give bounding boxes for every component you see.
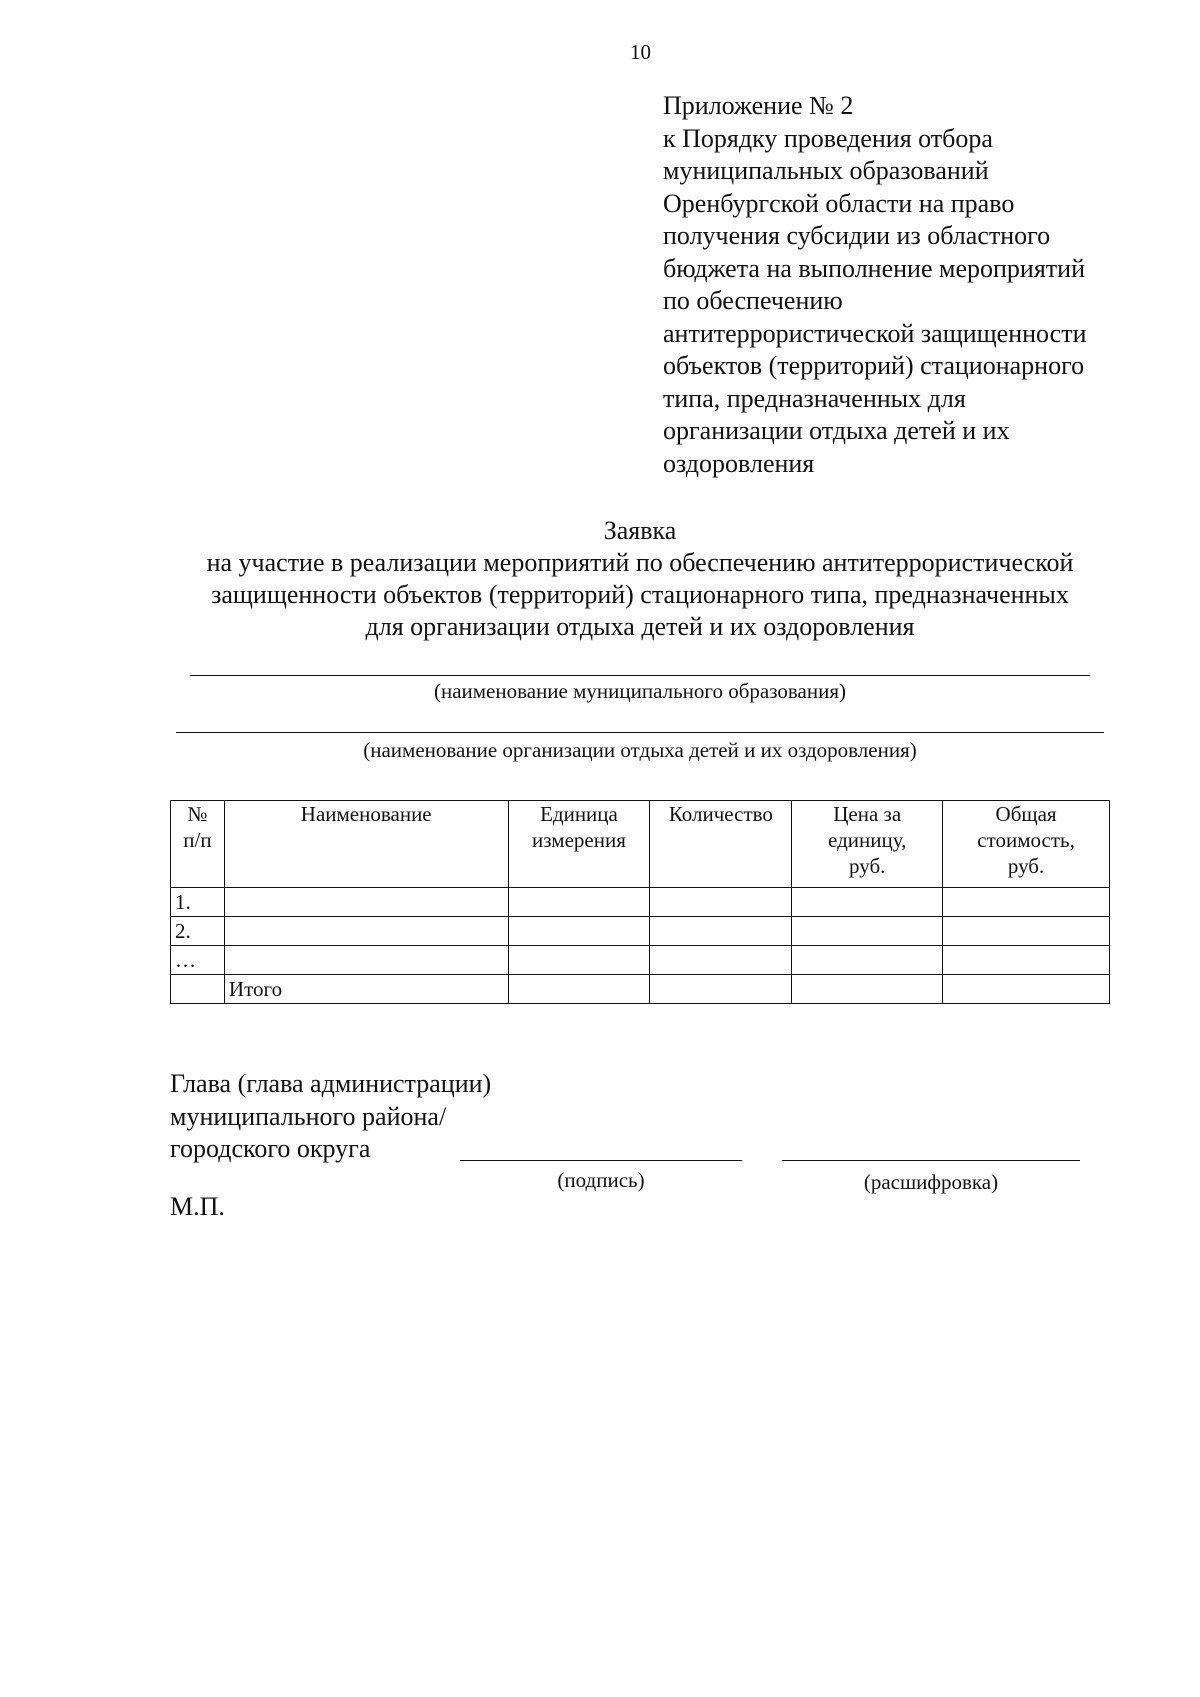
application-title [100,515,1180,643]
table-cell [943,917,1110,946]
stamp-place-label: М.П. [170,1192,225,1221]
table-row [171,946,1110,975]
header-quantity: Количество [650,801,792,888]
annex-line: муниципальных образований [663,156,989,185]
items-table [170,800,1110,1004]
annex-line: типа, предназначенных для [663,383,966,413]
annex-line: объектов (территорий) стационарного [663,351,1085,380]
table-cell: 2. [171,917,225,946]
head-signature-block [170,1068,491,1166]
table-cell [792,917,943,946]
municipality-fill-line [190,675,1090,676]
annex-line: получения субсидии из областного [663,221,1051,250]
table-cell [508,975,650,1004]
annex-line: Оренбургской области на право [663,188,1015,218]
signature-fill-line [460,1160,742,1161]
organization-caption: (наименование организации отдыха детей и их оздоровления) [363,738,917,762]
head-title-line: городского округа [170,1134,371,1163]
header-unit: Единица измерения [508,801,650,888]
table-cell-total-label: Итого [224,975,508,1004]
table-cell [650,975,792,1004]
table-cell [943,975,1110,1004]
header-total-cost: Общая стоимость, руб. [943,801,1110,888]
decoding-caption: (расшифровка) [863,1170,999,1194]
table-total-row [171,975,1110,1004]
annex-line: организации отдыха детей и их [663,416,1010,445]
annex-line: к Порядку проведения отбора [663,123,993,153]
title-line: защищенности объектов (территорий) стационарного типа, предназначенных [211,580,1069,609]
annex-line: бюджета на выполнение мероприятий [663,253,1085,283]
table-cell [224,946,508,975]
annex-line: оздоровления [663,448,815,478]
organization-fill-line [176,732,1104,733]
table-cell [508,888,650,917]
annex-block [663,90,1133,480]
table-cell [943,888,1110,917]
head-title-line: муниципального района/ [170,1101,447,1131]
table-cell [508,917,650,946]
municipality-caption: (наименование муниципального образования) [433,679,847,703]
decoding-fill-line [782,1160,1080,1161]
page-number: 10 [630,40,651,64]
table-cell [943,946,1110,975]
table-header-row [171,801,1110,888]
title-line: для организации отдыха детей и их оздоровления [365,612,915,641]
table-cell [792,946,943,975]
header-number: № п/п [171,801,225,888]
head-title-line: Глава (глава администрации) [170,1069,492,1098]
annex-line: Приложение № 2 [663,91,854,120]
table-cell [224,917,508,946]
table-cell [650,917,792,946]
table-cell [508,946,650,975]
title-line: на участие в реализации мероприятий по обеспечению антитеррористической [206,548,1074,577]
table-cell [224,888,508,917]
table-cell: 1. [171,888,225,917]
table-cell [650,946,792,975]
table-row [171,888,1110,917]
annex-line: антитеррористической защищенности [663,318,1087,348]
table-cell: … [171,946,225,975]
table-cell [171,975,225,1004]
table-cell [792,888,943,917]
table-cell [792,975,943,1004]
title-heading: Заявка [603,516,677,545]
annex-line: по обеспечению [663,286,843,315]
header-unit-price: Цена за единицу, руб. [792,801,943,888]
signature-caption: (подпись) [557,1168,645,1192]
table-cell [650,888,792,917]
header-name: Наименование [224,801,508,888]
table-row [171,917,1110,946]
